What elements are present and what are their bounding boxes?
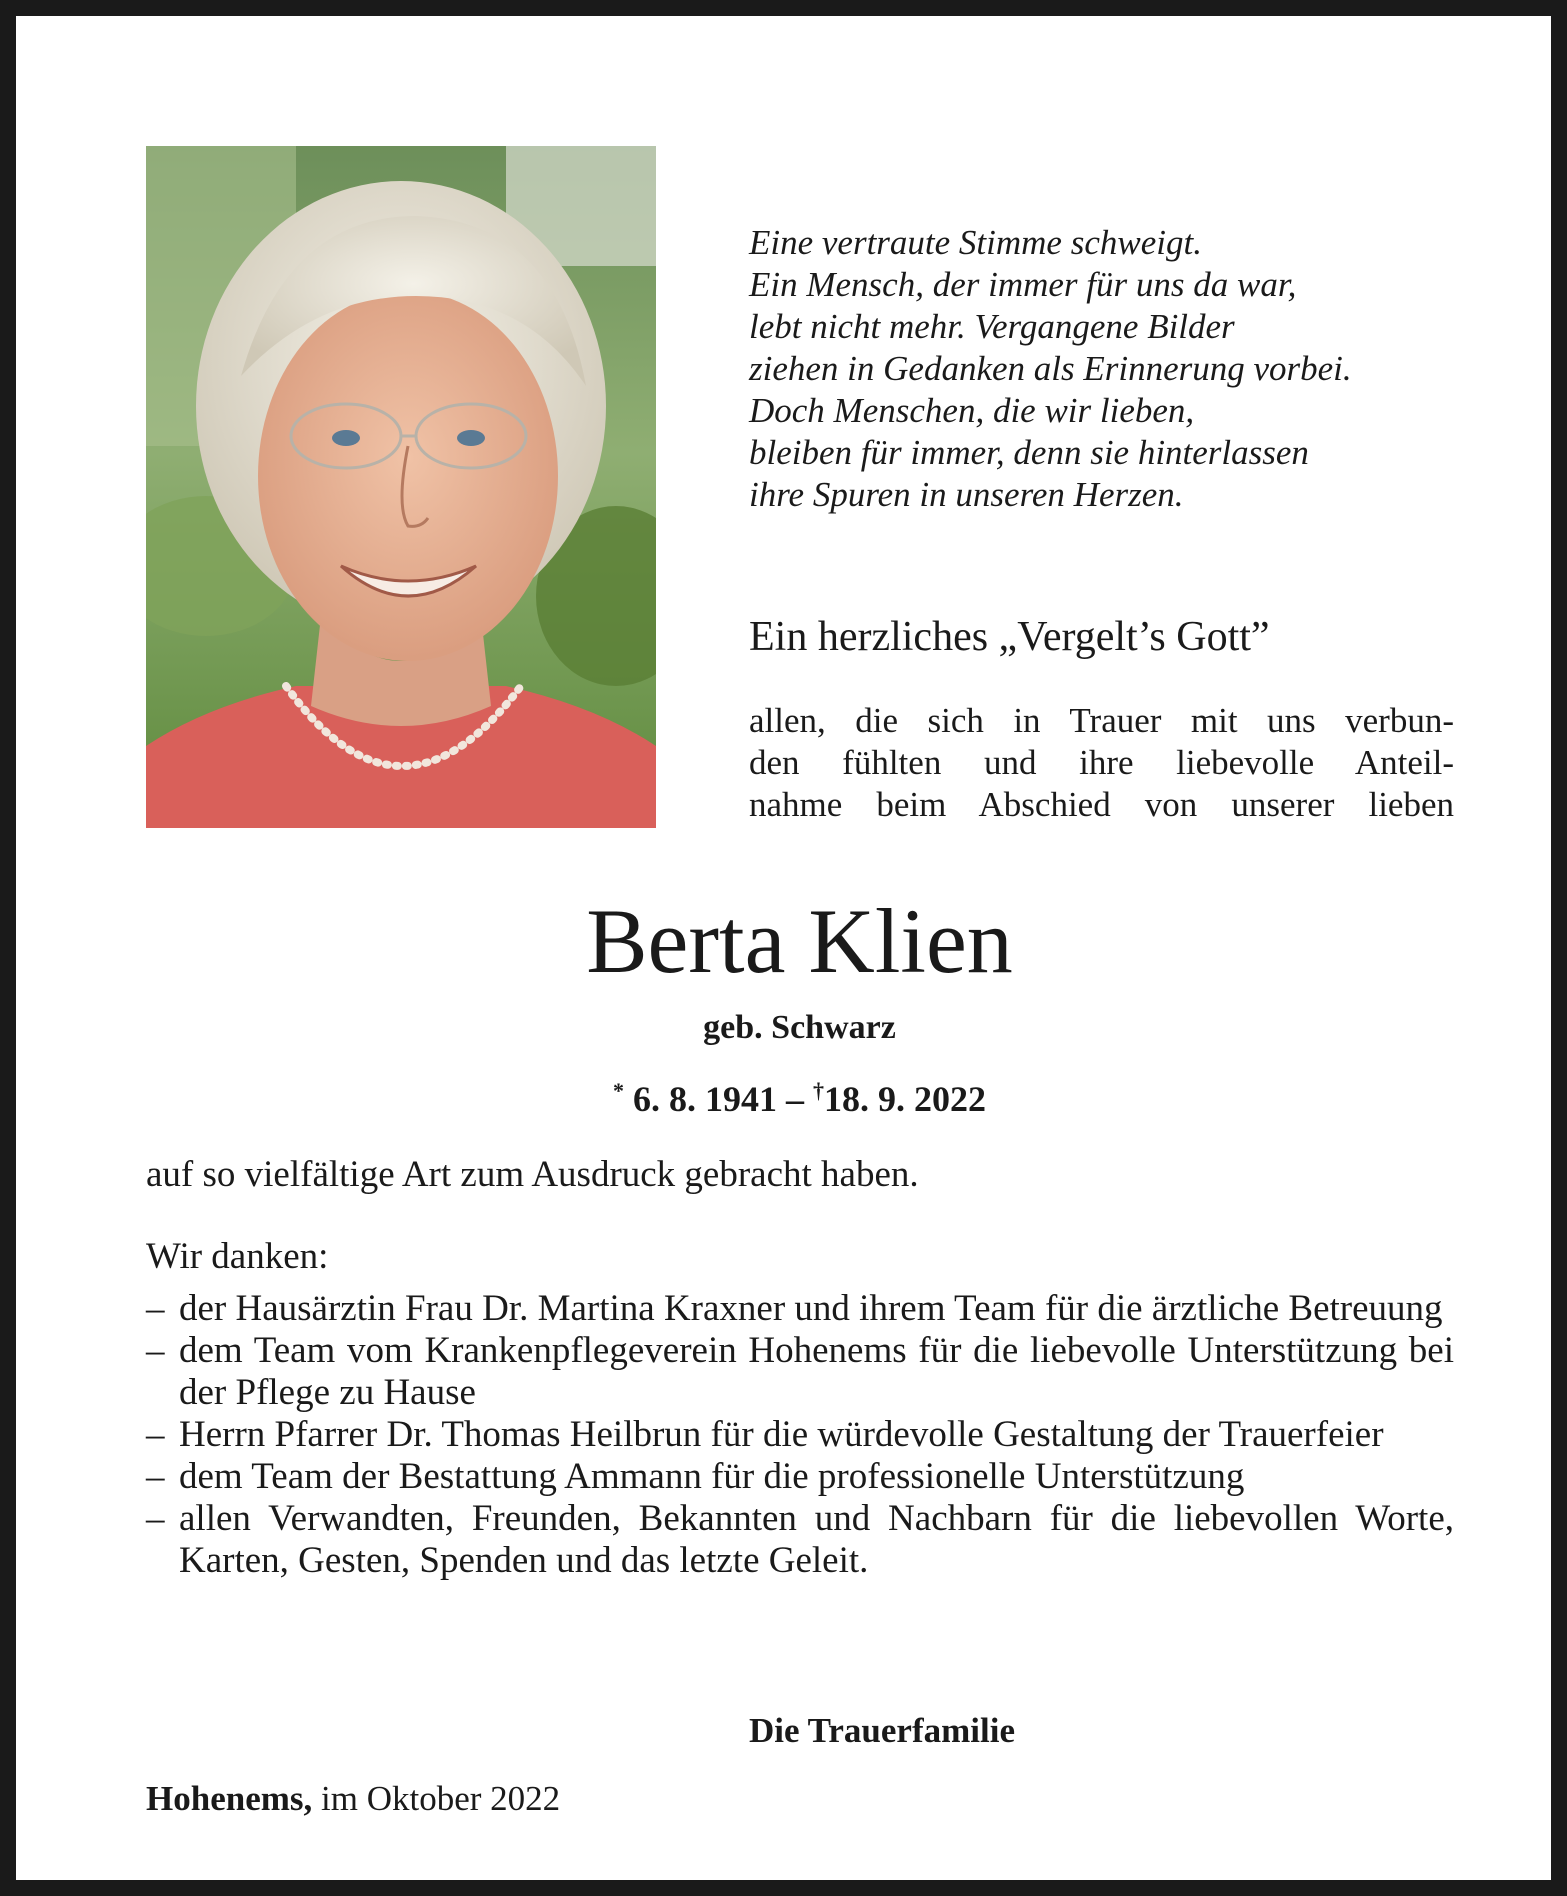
thank-item: – dem Team der Bestattung Ammann für die professionelle Unterstützung: [146, 1456, 1454, 1498]
continuation-text: auf so vielfältige Art zum Ausdruck gebracht haben.: [146, 1154, 919, 1195]
poem-line: Ein Mensch, der immer für uns da war,: [749, 265, 1297, 304]
portrait-photo: [146, 146, 656, 828]
place: Hohenems,: [146, 1779, 313, 1818]
thanks-intro: [749, 700, 1454, 826]
thanks-intro-line: den fühlten und ihre liebevolle Anteil-: [749, 743, 1454, 782]
place-date: [146, 1777, 560, 1821]
life-dates: [16, 1068, 1567, 1122]
portrait-illustration: [146, 146, 656, 828]
deceased-name: Berta Klien: [586, 890, 1013, 992]
thanks-heading: Ein herzliches „Vergelt’s Gott”: [749, 614, 1270, 660]
birth-date: 6. 8. 1941: [633, 1079, 777, 1119]
maiden-name: geb. Schwarz: [703, 1009, 896, 1046]
date-separator: –: [786, 1079, 804, 1119]
poem-line: bleiben für immer, denn sie hinterlassen: [749, 433, 1309, 472]
poem: [749, 222, 1469, 516]
thanks-intro-line: nahme beim Abschied von unserer lieben: [749, 785, 1454, 824]
poem-line: Eine vertraute Stimme schweigt.: [749, 223, 1202, 262]
thank-list: [146, 1288, 1454, 1582]
signature: Die Trauerfamilie: [749, 1711, 1015, 1750]
death-symbol: †: [813, 1078, 824, 1103]
poem-line: ziehen in Gedanken als Erinnerung vorbei.: [749, 349, 1352, 388]
we-thank-label: Wir danken:: [146, 1236, 329, 1277]
date-text: im Oktober 2022: [321, 1779, 561, 1818]
birth-symbol: *: [613, 1078, 624, 1103]
thank-item: – allen Verwandten, Freunden, Bekannten und Nachbarn für die liebevollen Worte, Karten, Gesten, Spenden und das letzte Geleit.: [146, 1498, 1454, 1582]
death-date: 18. 9. 2022: [824, 1079, 986, 1119]
poem-line: lebt nicht mehr. Vergangene Bilder: [749, 307, 1235, 346]
poem-line: Doch Menschen, die wir lieben,: [749, 391, 1195, 430]
thank-item: – dem Team vom Krankenpflegeverein Hohenems für die liebevolle Unterstützung bei der Pflege zu Hause: [146, 1330, 1454, 1414]
thanks-intro-line: allen, die sich in Trauer mit uns verbun-: [749, 701, 1454, 740]
poem-line: ihre Spuren in unseren Herzen.: [749, 475, 1184, 514]
thank-item: – der Hausärztin Frau Dr. Martina Kraxner und ihrem Team für die ärztliche Betreuung: [146, 1288, 1454, 1330]
thank-item: – Herrn Pfarrer Dr. Thomas Heilbrun für die würdevolle Gestaltung der Trauerfeier: [146, 1414, 1454, 1456]
